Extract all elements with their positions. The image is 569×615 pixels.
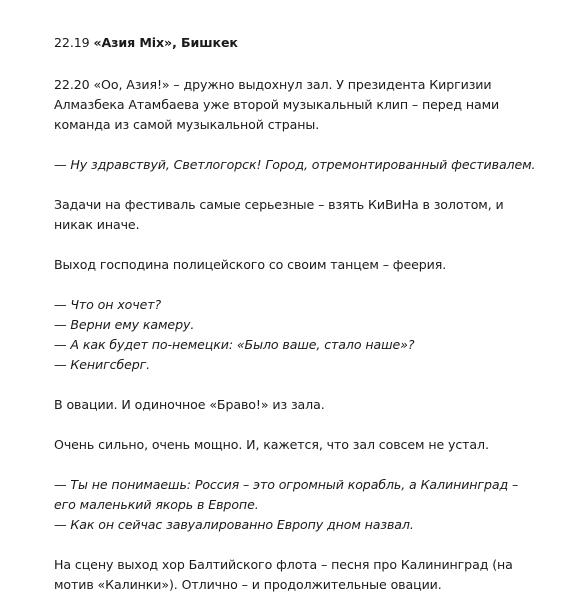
quote-line: — Верни ему камеру. — [54, 317, 195, 332]
paragraph — [54, 395, 544, 415]
paragraph-line: Алмазбека Атамбаева уже второй музыкальный клип – перед нами — [54, 97, 500, 112]
paragraph — [54, 255, 544, 275]
dialogue-quote — [54, 295, 544, 375]
paragraph — [54, 555, 544, 595]
quote-line: — А как будет по-немецки: «Было ваше, стало наше»? — [54, 337, 415, 352]
dialogue-quote — [54, 155, 544, 175]
quote-line: — Ты не понимаешь: Россия – это огромный корабль, а Калининград – — [54, 477, 519, 492]
quote-line: — Как он сейчас завуалированно Европу дном назвал. — [54, 517, 414, 532]
quote-line: его маленький якорь в Европе. — [54, 497, 259, 512]
heading-title: «Азия Mix», Бишкек — [93, 35, 238, 50]
paragraph-line: Задачи на фестиваль самые серьезные – взять КиВиНа в золотом, и — [54, 197, 504, 212]
paragraph — [54, 195, 544, 235]
paragraph-line: никак иначе. — [54, 217, 140, 232]
heading-time: 22.19 — [54, 35, 90, 50]
dialogue-quote — [54, 475, 544, 535]
quote-line: — Ну здравствуй, Светлогорск! Город, отремонтированный фестивалем. — [54, 157, 536, 172]
section-heading — [54, 33, 544, 53]
paragraph-line: Очень сильно, очень мощно. И, кажется, что зал совсем не устал. — [54, 437, 489, 452]
article-body — [54, 33, 544, 615]
paragraph — [54, 435, 544, 455]
paragraph-line: мотив «Калинки»). Отлично – и продолжительные овации. — [54, 577, 442, 592]
paragraph-line: В овации. И одиночное «Браво!» из зала. — [54, 397, 325, 412]
paragraph-line: Выход господина полицейского со своим танцем – феерия. — [54, 257, 447, 272]
paragraph-line: 22.20 «Оо, Азия!» – дружно выдохнул зал. У президента Киргизии — [54, 77, 492, 92]
paragraph — [54, 75, 544, 135]
quote-line: — Что он хочет? — [54, 297, 162, 312]
paragraph-line: На сцену выход хор Балтийского флота – песня про Калининград (на — [54, 557, 513, 572]
paragraph-list — [54, 75, 544, 595]
paragraph-line: команда из самой музыкальной страны. — [54, 117, 320, 132]
quote-line: — Кенигсберг. — [54, 357, 151, 372]
